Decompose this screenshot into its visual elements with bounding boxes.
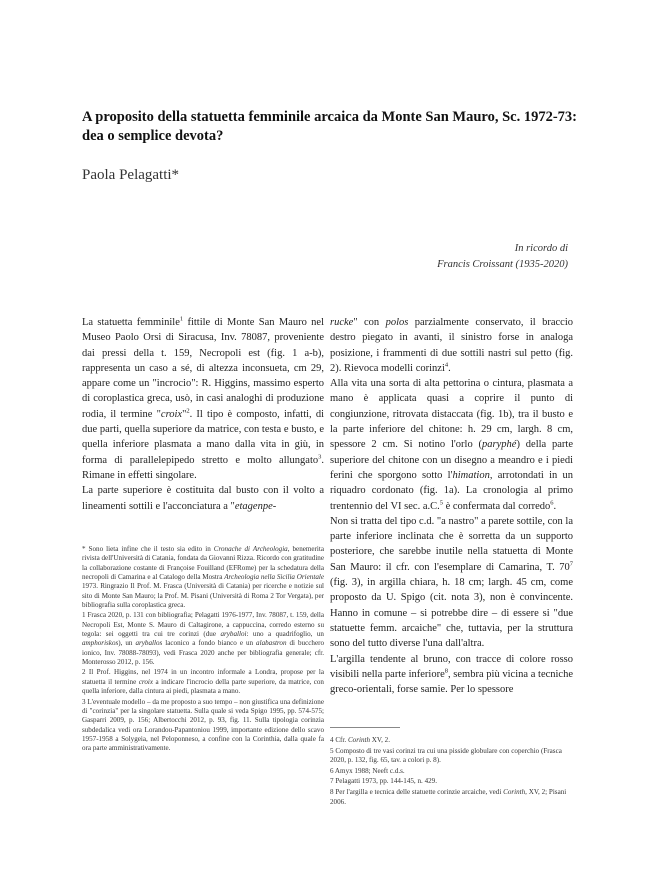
italic-term: Corinth xyxy=(347,736,371,744)
text-span: laconico a fondo bianco e un xyxy=(162,639,257,648)
footnote-ref: 4 xyxy=(444,361,449,369)
italic-term: Archeologia nella Sicilia Orientale xyxy=(224,573,324,582)
text-span: Alla vita una sorta di alta pettorina o cintura, plasmata a mano è applicata quasi a coprire il punto di congiunzione, ritrovata distaccata (fig. 1b), tra il busto e la parte inferiore del chitone: h. 29 cm, largh. 8 cm, spessore 2 cm. Si notino l'orlo ( xyxy=(330,378,573,451)
text-span: ) della parte superiore del chitone con un disegno a meandro e i piedi ferini che sporgono sotto l' xyxy=(330,439,574,481)
footnote-ref: 3 xyxy=(318,453,322,461)
italic-term: aryballos xyxy=(135,639,163,648)
italic-term: Corinth, xyxy=(503,787,527,796)
text-span: 8 Per l'argilla e tecnica delle statuette corinzie arcaiche, vedi xyxy=(330,787,504,796)
body-paragraph xyxy=(330,315,573,376)
text-span: . Il tipo è composto, infatti, di due parti, quella superiore da matrice, con testa e busto, e quella inferiore plasmata a mano dalla vita in giù, in forma di parallelepipedo stretto e molto allungato xyxy=(82,408,325,466)
dedication-line-2: Francis Croissant (1935-2020) xyxy=(437,259,568,270)
italic-term: etagenpe- xyxy=(234,500,277,512)
body-paragraph xyxy=(330,376,573,514)
footnote-8 xyxy=(330,788,573,807)
text-span: a indicare l'incrocio della parte superiore, da matrice, con quella inferiore, dalla cintura ai piedi, plasmata a mano. xyxy=(82,677,324,696)
italic-term: croix xyxy=(160,408,183,420)
text-span: è confermata dal corredo xyxy=(442,500,551,512)
text-span: L'argilla tendente al bruno, con tracce di colore rosso visibili nella parte inferiore xyxy=(330,653,573,680)
footnote-4 xyxy=(330,736,573,746)
article-title: A proposito della statuetta femminile arcaica da Monte San Mauro, Sc. 1972-73: dea o semplice devota? xyxy=(82,109,577,144)
footnote-star xyxy=(82,545,324,610)
text-span: XV, 2. xyxy=(370,736,390,744)
body-paragraph xyxy=(82,315,324,483)
text-span: ), un xyxy=(118,639,136,648)
text-span: 1973. Ringrazio Il Prof. M. Frasca (Università di Catania) per ricerche e notizie sul sito di Monte San Mauro; la Prof. M. Pisani (Università di Roma 2 Tor Vergata), per bibliografia sulla coroplastica greca. xyxy=(82,582,324,610)
italic-term: polos xyxy=(385,317,409,328)
footnote-6: 6 Amyx 1988; Neeft c.d.s. xyxy=(330,766,405,775)
text-span: " xyxy=(182,408,187,420)
body-paragraph xyxy=(330,514,573,652)
article-author: Paola Pelagatti* xyxy=(82,167,180,183)
footnote-3: 3 L'eventuale modello – da me proposto a suo tempo – non giustifica una definizione di "corinzia" per la singolare statuetta. Sulla quale si veda Spigo 1995, pp. 574-575; Gasparri 2009, p. 156; Albertocchi 2012, p. 93, fig. 11. Sulla tipologia corinzia subdedalica vedi ora Lorandou-Papantoniou 1999, importante edizione dello scavo 1957-1958 a Solygeia, nel Peloponneso, a confine con la Corinthia, dalla quale fa ora parte amministrativamente. xyxy=(82,697,324,753)
italic-term: croix xyxy=(138,677,154,686)
italic-term: himation xyxy=(452,469,490,481)
text-span: 2 Il Prof. Higgins, nel 1974 in un incontro informale a Londra, propose per la statuetta il termine xyxy=(82,668,324,686)
body-column-left xyxy=(82,315,324,514)
text-span: , arrotondati in un riquadro cordonato (fig. 1a). La cronologia al primo trentennio del VI sec. a.C. xyxy=(330,469,573,512)
footnote-ref: 7 xyxy=(569,560,573,568)
footnotes-right xyxy=(330,736,573,808)
text-span: La parte superiore è costituita dal busto con il volto a lineamenti sottili e l'acconciatura a " xyxy=(82,485,324,512)
footnote-ref: 6 xyxy=(550,499,554,507)
text-span: " con xyxy=(353,317,386,328)
text-span: Non si tratta del tipo c.d. "a nastro" a parete sottile, con la parte inferiore inclinata che è sorretta da un supporto posteriore, che sarebbe inutile nella statuetta di Monte San Mauro: il cfr. con l'esemplare di Camarina, T. 70 xyxy=(330,515,573,573)
text-span: 4 Cfr. xyxy=(330,736,348,744)
footnote-ref: 2 xyxy=(186,407,190,415)
italic-term: alabastron xyxy=(256,639,287,648)
footnote-ref: 5 xyxy=(439,499,443,507)
body-paragraph xyxy=(82,483,324,514)
text-span: : uno a quadrifoglio, un xyxy=(246,630,324,639)
italic-term: amphoriskos xyxy=(82,639,119,648)
italic-term: Cronache di Archeologia xyxy=(213,545,288,553)
text-span: di bucchero ionico, Inv. 78088-78093), vedi Frasca 2020 anche per bibliografia generale; cfr. Monterosso 2012, p. 156. xyxy=(82,639,325,667)
footnote-divider xyxy=(330,727,400,728)
footnote-ref: 8 xyxy=(444,667,448,675)
footnote-2 xyxy=(82,668,324,696)
italic-term: rucke xyxy=(330,317,354,328)
footnote-1 xyxy=(82,611,324,667)
text-span: , sembra più vicina a tecniche greco-orientali, forse samie. Per lo spessore xyxy=(330,668,573,696)
text-span: , benemerita rivista dell'Università di Catania, fondata da Giovanni Rizza. Ricordo con gratitudine la collaborazione costante di Françoise Fouilland (EFRome) per la schedatura della necropoli di Camarina e al Catalogo della Mostra xyxy=(82,545,325,582)
text-span: XV, 2; Pisani 2006. xyxy=(330,787,567,806)
dedication xyxy=(437,241,568,273)
text-span: 1 Frasca 2020, p. 131 con bibliografia; Pelagatti 1976-1977, Inv. 78087, t. 159, della Necropoli Est, Monte S. Mauro di Caltagirone, a cappuccina, corredo esterno su tegola: sei oggetti tra cui tre corinzi (due xyxy=(82,611,324,639)
footnotes-left xyxy=(82,545,324,755)
dedication-line-1: In ricordo di xyxy=(514,243,568,254)
text-span: (fig. 3), in argilla chiara, h. 18 cm; largh. 45 cm, come proposto da U. Spigo (cit. nota 3), non è convincente. Hanno in comune – si potrebbe dire – di essere si "due statuette femm. arcaiche" che, tuttavia, per la struttura sono del tutto diverse l'una dall'altra. xyxy=(330,577,573,650)
footnote-ref: 1 xyxy=(179,315,184,323)
text-span: * Sono lieta infine che il testo sia edito in xyxy=(82,545,214,553)
footnote-5: 5 Composto di tre vasi corinzi tra cui una pisside globulare con coperchio (Frasca 2020, p. 132, fig. 65, tav. a colori p. 8). xyxy=(330,746,562,765)
italic-term: paryphé xyxy=(482,439,517,451)
text-span: . xyxy=(448,362,451,374)
body-paragraph xyxy=(330,652,573,698)
text-span: fittile di Monte San Mauro nel Museo Paolo Orsi di Siracusa, Inv. 78087, proveniente dai pressi della t. 159, Necropoli est (fig. 1 a-b), rappresenta un caso a sé, di altezza inconsueta, cm 29, appare come un "incrocio": R. Higgins, massimo esperto di coroplastica greca, usò, in casi analoghi di produzione rodia, il termine " xyxy=(82,317,324,420)
text-span: parzialmente conservato, il braccio destro piegato in avanti, il sinistro forse in analoga posizione, i frammenti di due sottili nastri sul petto (fig. 2). Rievoca modelli corinzi xyxy=(330,317,573,374)
text-span: . xyxy=(553,500,557,512)
text-span: La statuetta femminile xyxy=(82,317,180,328)
footnote-7: 7 Pelagatti 1973, pp. 144-145, n. 429. xyxy=(330,777,437,786)
body-column-right xyxy=(330,315,573,697)
text-span: . Rimane in effetti singolare. xyxy=(82,454,324,481)
italic-term: aryballoi xyxy=(220,630,247,639)
